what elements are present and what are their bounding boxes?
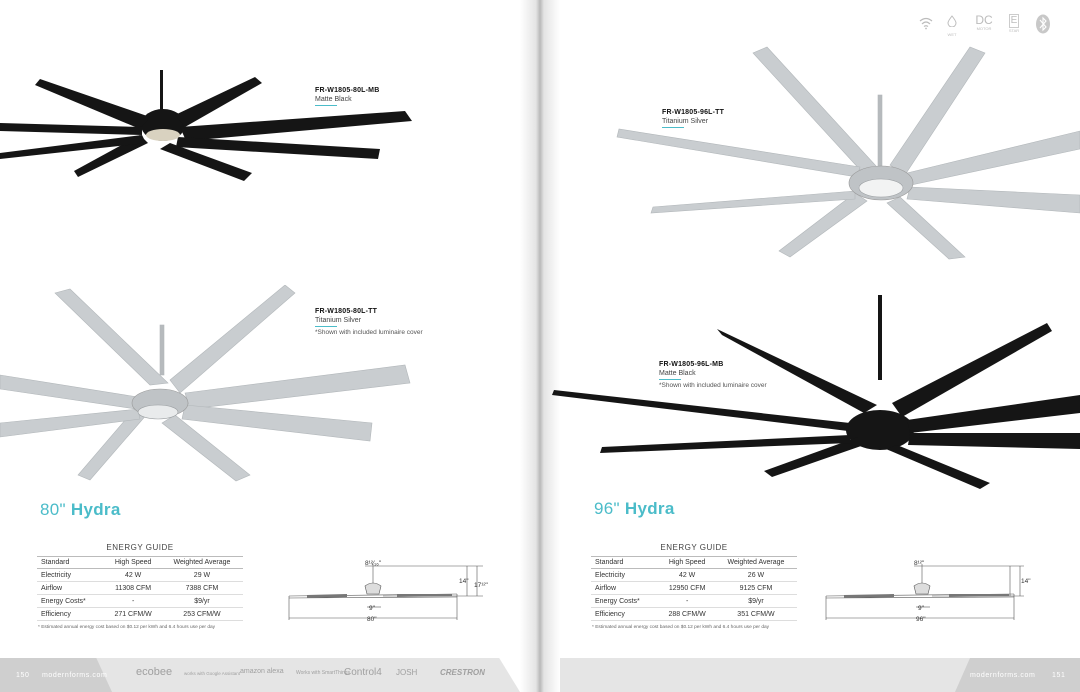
wet-label: WET	[947, 32, 957, 37]
model-number: FR-W1805-96L-TT	[662, 109, 725, 116]
dim-height-total: 17¹²"	[474, 582, 488, 589]
accent-underline	[659, 379, 681, 380]
dim-span: 96"	[916, 616, 926, 623]
wifi-icon	[918, 16, 934, 35]
finish-name: Titanium Silver	[662, 118, 709, 125]
col-header: Weighted Average	[161, 557, 243, 569]
product-label-80-mb	[315, 86, 379, 106]
site-link-right[interactable]: modernforms.com	[970, 672, 1036, 679]
estar-sub: STAR	[1008, 28, 1020, 33]
table-row	[37, 608, 243, 621]
model-number: FR-W1805-96L-MB	[659, 361, 724, 368]
table-cell: 26 W	[715, 569, 797, 582]
table-cell: 42 W	[659, 569, 715, 582]
table-cell: -	[659, 595, 715, 608]
product-label-80-tt	[315, 307, 423, 337]
col-header: Standard	[37, 557, 105, 569]
feature-icons	[918, 14, 1058, 36]
fan-name: Hydra	[624, 499, 675, 518]
col-header: High Speed	[659, 557, 715, 569]
table-cell: -	[105, 595, 161, 608]
table-cell: $9/yr	[715, 595, 797, 608]
page-number-left: 150	[16, 672, 30, 679]
table-cell: 253 CFM/W	[161, 608, 243, 621]
energy-guide-title: ENERGY GUIDE	[106, 543, 174, 552]
fan-image-80-matte-black	[0, 65, 420, 190]
model-number: FR-W1805-80L-TT	[315, 308, 378, 315]
dimension-diagram-96	[824, 560, 1031, 633]
dim-span: 80"	[367, 616, 377, 623]
fan-image-96-titanium-silver	[615, 45, 1080, 260]
col-header: Weighted Average	[715, 557, 797, 569]
accent-underline	[315, 105, 337, 106]
finish-name: Matte Black	[315, 96, 352, 103]
col-header: Standard	[591, 557, 659, 569]
model-number: FR-W1805-80L-MB	[315, 87, 380, 94]
table-cell: 11308 CFM	[105, 582, 161, 595]
dim-height: 14"	[459, 578, 469, 585]
table-cell: Airflow	[37, 582, 105, 595]
bluetooth-icon	[1034, 14, 1052, 39]
smartthings-logo: Works with SmartThings	[296, 670, 351, 676]
estar-label: E	[1010, 15, 1018, 26]
table-cell: 42 W	[105, 569, 161, 582]
fan-name: Hydra	[70, 500, 121, 519]
control4-logo: Control4	[344, 667, 382, 678]
dim-drop: 9"	[918, 605, 924, 612]
luminaire-note: *Shown with included luminaire cover	[659, 382, 767, 389]
accent-underline	[315, 326, 337, 327]
finish-name: Matte Black	[659, 370, 696, 377]
dc-label: DC	[975, 13, 993, 27]
table-cell: Efficiency	[37, 608, 105, 621]
energy-footnote: * Estimated annual energy cost based on $0.12 per kWh and 6.4 hours use per day	[38, 625, 216, 630]
energy-guide-table	[591, 556, 797, 621]
table-cell: Airflow	[591, 582, 659, 595]
ecobee-logo: ecobee	[136, 666, 173, 678]
amazon-alexa-logo: amazon alexa	[240, 668, 284, 675]
table-row	[37, 582, 243, 595]
energy-star-icon	[1006, 14, 1022, 33]
table-cell: 9125 CFM	[715, 582, 797, 595]
page-number-right: 151	[1052, 672, 1066, 679]
dim-top: 8¹²⁄₁₆"	[365, 560, 382, 567]
energy-guide-80	[37, 543, 243, 621]
energy-footnote: * Estimated annual energy cost based on $0.12 per kWh and 6.4 hours use per day	[592, 625, 770, 630]
luminaire-note: *Shown with included luminaire cover	[315, 329, 423, 336]
table-cell: 29 W	[161, 569, 243, 582]
site-link-left[interactable]: modernforms.com	[42, 672, 108, 679]
table-row	[591, 608, 797, 621]
accent-underline	[662, 127, 684, 128]
table-row	[591, 595, 797, 608]
table-cell: Energy Costs*	[591, 595, 659, 608]
dimension-diagram-80	[287, 560, 487, 633]
table-row	[37, 569, 243, 582]
table-cell: Electricity	[591, 569, 659, 582]
energy-guide-title: ENERGY GUIDE	[660, 543, 728, 552]
fan-image-96-matte-black	[552, 295, 1080, 490]
dim-height: 14"	[1021, 578, 1031, 585]
crestron-logo: CRESTRON	[440, 668, 485, 677]
table-cell: $9/yr	[161, 595, 243, 608]
dc-motor-icon	[972, 14, 996, 31]
product-label-96-mb	[659, 360, 767, 390]
table-cell: 351 CFM/W	[715, 608, 797, 621]
energy-guide-table	[37, 556, 243, 621]
product-label-96-tt	[662, 108, 724, 128]
motor-label: MOTOR	[976, 26, 992, 31]
table-cell: 288 CFM/W	[659, 608, 715, 621]
fan-size: 96"	[594, 499, 620, 518]
product-title-96	[594, 499, 675, 519]
table-cell: 12950 CFM	[659, 582, 715, 595]
table-cell: 271 CFM/W	[105, 608, 161, 621]
table-cell: Electricity	[37, 569, 105, 582]
josh-logo: JOSH	[396, 668, 418, 677]
finish-name: Titanium Silver	[315, 317, 362, 324]
table-cell: Efficiency	[591, 608, 659, 621]
table-cell: Energy Costs*	[37, 595, 105, 608]
dim-drop: 9"	[369, 605, 375, 612]
fan-size: 80"	[40, 500, 66, 519]
table-cell: 7388 CFM	[161, 582, 243, 595]
dim-top: 8¹²"	[914, 560, 925, 567]
google-assistant-logo: works with Google Assistant	[184, 671, 241, 676]
wet-rating-icon	[944, 14, 960, 37]
col-header: High Speed	[105, 557, 161, 569]
energy-guide-96	[591, 543, 797, 621]
product-title-80	[40, 500, 121, 520]
table-row	[591, 582, 797, 595]
table-row	[37, 595, 243, 608]
table-row	[591, 569, 797, 582]
